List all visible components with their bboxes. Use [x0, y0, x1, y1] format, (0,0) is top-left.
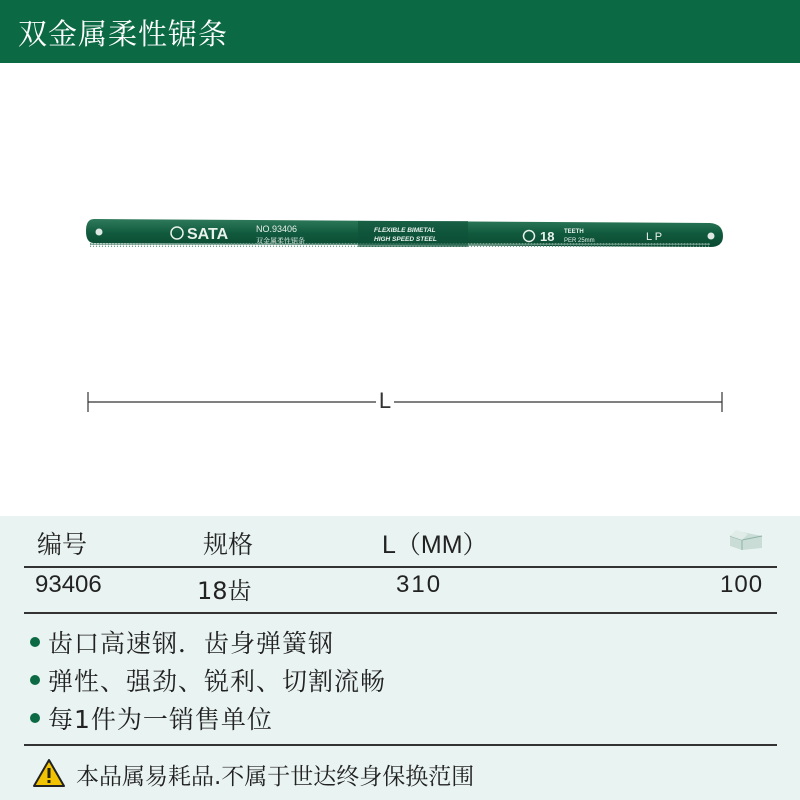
bullet-icon	[30, 675, 40, 685]
package-box-icon	[728, 528, 764, 552]
table-divider-bottom	[24, 612, 777, 614]
feature-text: 每1件为一销售单位	[48, 705, 273, 734]
blade-brand: SATA	[187, 226, 229, 243]
warning-icon	[32, 758, 66, 788]
blade-teeth-label1: TEETH	[564, 229, 584, 235]
blade-material-line1: FLEXIBLE BIMETAL	[374, 227, 436, 234]
blade-name-cn: 双金属柔性锯条	[256, 237, 305, 245]
column-header-length: L（MM）	[382, 531, 488, 559]
dimension-line	[87, 388, 727, 416]
header-bar	[0, 0, 800, 63]
blade-teeth-label2: PER 25mm	[564, 238, 595, 244]
cell-length: 310	[396, 571, 443, 598]
cell-pack-qty: 100	[720, 571, 764, 598]
table-divider-top	[24, 566, 777, 568]
saw-blade-image	[80, 205, 730, 255]
cell-code: 93406	[35, 571, 102, 598]
blade-label-band	[358, 221, 468, 247]
column-header-spec: 规格	[203, 530, 254, 559]
feature-item	[30, 624, 334, 660]
feature-text: 弹性、强劲、锐利、切割流畅	[48, 667, 387, 696]
feature-text: 齿口高速钢．齿身弹簧钢	[48, 629, 335, 658]
product-image-area	[0, 63, 800, 516]
blade-model: NO.93406	[256, 224, 298, 234]
feature-item	[30, 662, 386, 698]
page-title: 双金属柔性锯条	[18, 17, 229, 51]
dimension-label: L	[376, 388, 394, 414]
blade-lp: L P	[646, 231, 663, 243]
column-header-code: 编号	[37, 530, 88, 559]
warning-text: 本品属易耗品.不属于世达终身保换范围	[76, 764, 475, 790]
blade-hole-left	[96, 229, 103, 236]
bullet-icon	[30, 713, 40, 723]
cell-spec: 18齿	[197, 577, 252, 605]
blade-teeth-count: 18	[540, 229, 555, 244]
blade-hole-right	[708, 233, 715, 240]
feature-item	[30, 700, 273, 736]
blade-material-line2: HIGH SPEED STEEL	[374, 236, 437, 243]
warning-divider	[24, 744, 777, 746]
bullet-icon	[30, 637, 40, 647]
